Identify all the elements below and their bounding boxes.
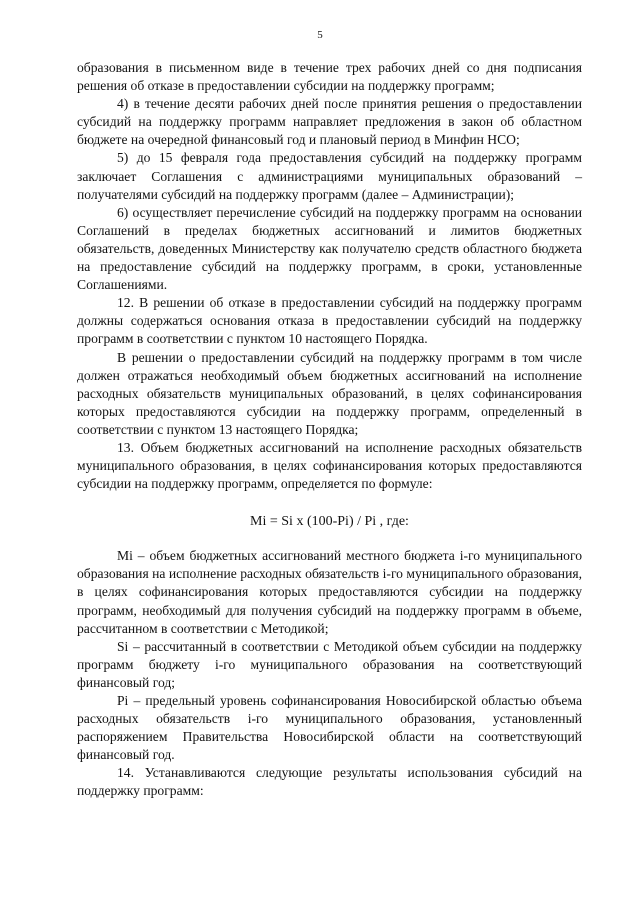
paragraph-clause-14: 14. Устанавливаются следующие результаты использования субсидий на поддержку программ: xyxy=(77,765,582,799)
definition-mi: Mi – объем бюджетных ассигнований местного бюджета i-го муниципального образования на исполнение расходных обязательств i-го муниципального образования, в целях софинансирования которых предоставляются субсидии на поддержку программ, необходимый для получения субсидий на поддержку программ в объеме, рассчитанном в соответствии с Методикой; xyxy=(77,548,582,636)
paragraph-item-4: 4) в течение десяти рабочих дней после принятия решения о предоставлении субсидий на поддержку программ направляет предложения в закон об областном бюджете на очередной финансовый год и плановый период в Минфин НСО; xyxy=(77,96,582,148)
document-body xyxy=(77,59,582,801)
page-number: 5 xyxy=(317,29,323,41)
definition-si: Si – рассчитанный в соответствии с Методикой объем субсидии на поддержку программ бюджету i-го муниципального образования на соответствующий финансовый год; xyxy=(77,638,582,690)
definition-pi: Pi – предельный уровень софинансирования Новосибирской областью объема расходных обязательств i-го муниципального образования, установленный распоряжением Правительства Новосибирской области на соответствующий финансовый год. xyxy=(77,693,582,763)
paragraph-clause-13: 13. Объем бюджетных ассигнований на исполнение расходных обязательств муниципального образования, в целях софинансирования которых предоставляются субсидии на поддержку программ, определяется по формуле: xyxy=(77,439,582,492)
paragraph-decision: В решении о предоставлении субсидий на поддержку программ в том числе должен отражаться необходимый объем бюджетных ассигнований на исполнение расходных обязательств муниципальных образований, в целях софинансирования которых предоставляются субсидии на поддержку программ, определенный в соответствии с пунктом 13 настоящего Порядка; xyxy=(77,349,582,437)
paragraph-item-6: 6) осуществляет перечисление субсидий на поддержку программ на основании Соглашений в пределах бюджетных ассигнований и лимитов бюджетных обязательств, доведенных Министерству как получателю средств областного бюджета на предоставление субсидий на поддержку программ, в сроки, установленные Соглашениями. xyxy=(77,204,582,293)
paragraph-continuation: образования в письменном виде в течение трех рабочих дней со дня подписания решения об отказе в предоставлении субсидии на поддержку программ; xyxy=(77,60,582,94)
paragraph-clause-12: 12. В решении об отказе в предоставлении субсидий на поддержку программ должны содержаться основания отказа в предоставлении субсидий на поддержку программ в соответствии с пунктом 10 настоящего Порядка. xyxy=(77,295,582,347)
formula: Mi = Si x (100-Pi) / Pi , где: xyxy=(250,514,409,530)
paragraph-item-5: 5) до 15 февраля года предоставления субсидий на поддержку программ заключает Соглашения с администрациями муниципальных образований – получателями субсидий на поддержку программ (далее – Администрации); xyxy=(77,150,582,202)
